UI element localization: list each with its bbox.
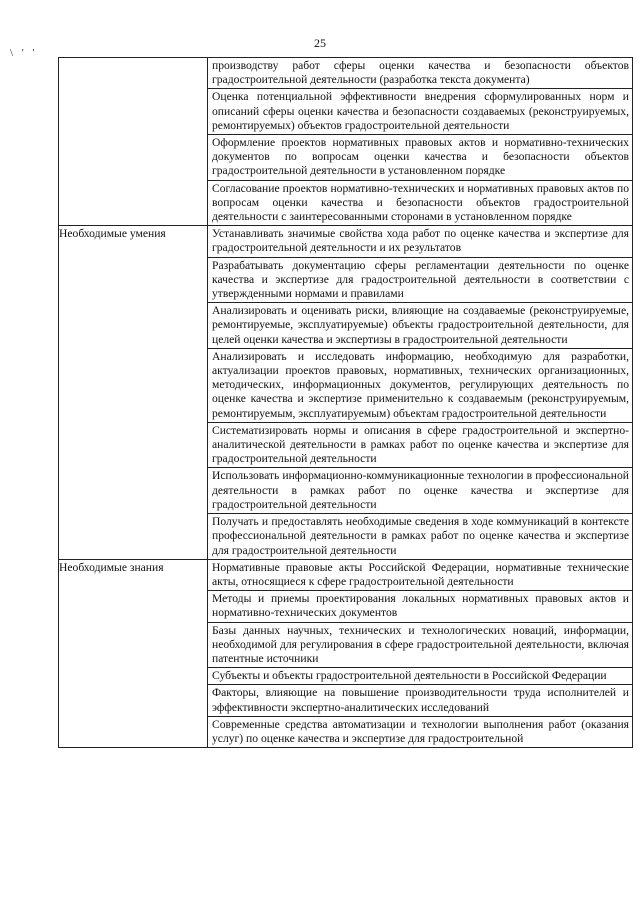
section-row-skills <box>59 226 633 559</box>
table-item: Анализировать и исследовать информацию, необходимую для разработки, актуализации проектов правовых, нормативных, технических организационных, методических, информационных документов, регулирующих деятельность по оценке качества и экспертизе применительно к создаваемым (реконструируемым, ремонтируемым, эксплуатируемым) объектам градостроительной деятельности <box>208 348 632 422</box>
table-item: Анализировать и оценивать риски, влияющие на создаваемые (реконструируемые, ремонтируемые, эксплуатируемые) объекты градостроительной деятельности, для целей оценки качества и экспертизы в градостроительной деятельности <box>208 302 632 348</box>
table-item: Оценка потенциальной эффективности внедрения сформулированных норм и описаний сферы оценки качества и безопасности создаваемых (реконструируемых, ремонтируемых) объектов градостроительной деятельности <box>208 88 632 134</box>
table-item: Разрабатывать документацию сферы регламентации деятельности по оценке качества и экспертизе для градостроительной деятельности в соответствии с утвержденными нормами и правилами <box>208 257 632 303</box>
table-item: Факторы, влияющие на повышение производительности труда исполнителей и эффективности экспертно-аналитических исследований <box>208 684 632 715</box>
table-item: производству работ сферы оценки качества и безопасности объектов градостроительной деятельности (разработка текста документа) <box>212 59 629 87</box>
table-item: Базы данных научных, технических и технологических новаций, информации, необходимой для регулирования в сфере градостроительной деятельности, включая патентные источники <box>208 622 632 668</box>
table-item: Согласование проектов нормативно-технических и нормативных правовых актов по вопросам оценки качества и безопасности объектов градостроительной деятельности с заинтересованными сторонами в установленном порядке <box>208 180 632 226</box>
section-label <box>59 58 208 226</box>
section-label: Необходимые знания <box>59 559 208 747</box>
table-item: Оформление проектов нормативных правовых актов и нормативно-технических документов по вопросам оценки качества и безопасности объектов градостроительной деятельности в установленном порядке <box>208 134 632 180</box>
scan-marks: \ ' ' <box>10 47 38 59</box>
section-items <box>208 58 633 226</box>
table-item: Получать и предоставлять необходимые сведения в ходе коммуникаций в контексте профессиональной деятельности в рамках работ по оценке качества и экспертизе для градостроительной деятельности <box>208 513 632 559</box>
section-items <box>208 226 633 559</box>
table-item: Использовать информационно-коммуникационные технологии в профессиональной деятельности в рамках работ по оценке качества и экспертизе для градостроительной деятельности <box>208 467 632 513</box>
table-item: Нормативные правовые акты Российской Федерации, нормативные технические акты, относящиеся к сфере градостроительной деятельности <box>212 560 629 588</box>
section-row-actions <box>59 58 633 226</box>
table-item: Современные средства автоматизации и технологии выполнения работ (оказания услуг) по оценке качества и экспертизе для градостроительной <box>208 716 632 747</box>
table-item: Устанавливать значимые свойства хода работ по оценке качества и экспертизе для градостроительной деятельности и их результатов <box>212 227 629 255</box>
section-label: Необходимые умения <box>59 226 208 559</box>
page-number: 25 <box>314 36 326 50</box>
section-items <box>208 559 633 747</box>
table-item: Методы и приемы проектирования локальных нормативных правовых актов и нормативно-технических документов <box>208 590 632 621</box>
requirements-table <box>58 57 633 748</box>
section-row-knowledge <box>59 559 633 747</box>
table-item: Субъекты и объекты градостроительной деятельности в Российской Федерации <box>208 667 632 684</box>
table-item: Систематизировать нормы и описания в сфере градостроительной и экспертно-аналитической деятельности в рамках работ по оценке качества и экспертизе для градостроительной деятельности <box>208 422 632 468</box>
